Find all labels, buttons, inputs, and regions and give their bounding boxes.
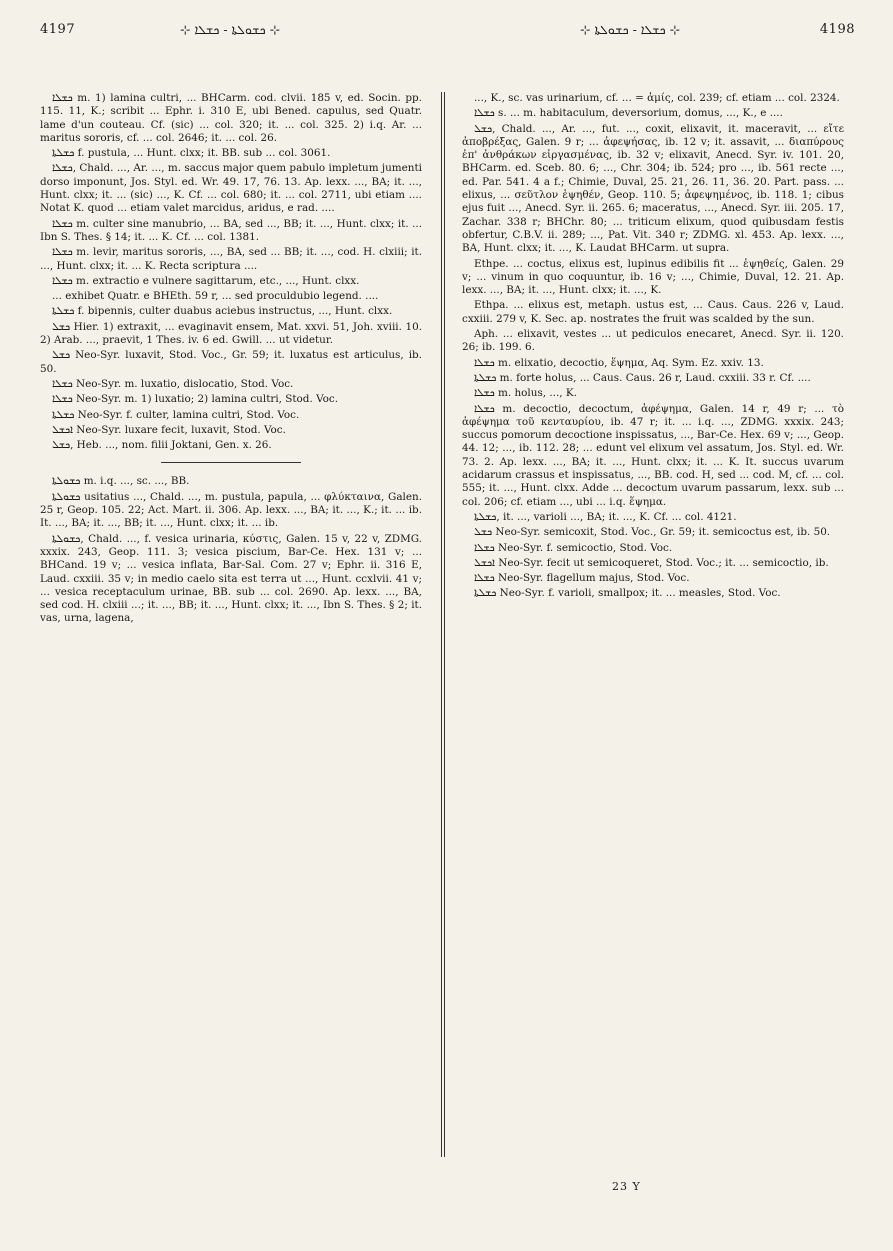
dictionary-entry: ܟܫܠܐ m. elixatio, decoctio, ἕψημα, Aq. Sym. Ez. xxiv. 13. bbox=[474, 356, 764, 369]
dictionary-entry: ܟܫܘܠܬܐ, Chald. ..., f. vesica urinaria, κύστις, Galen. 15 v, 22 v, ZDMG. xxxix. 243, Geop. 111. 3; vesica piscium, Bar-Ce. Hex. 131 v; ... BHCand. 19 v; ... vesica inflata, Bar-Sal. Com. 27 v; Ephr. ii. 316 E, Laud. cxxiii. 35 v; in medio caelo sita est terra ut ..., Hunt. ccxlvii. 41 v; ... vesica receptaculum urinae, BB. sub ... col. 2690. Ap. lexx. ..., BA, sed cod. H. clxiii ...; it. ..., BB; it. ..., Hunt. clxx; it. ..., Ibn S. Thes. § 2; it. vas, urna, lagena, bbox=[40, 532, 422, 625]
dictionary-entry: Ethpa. ... elixus est, metaph. ustus est, ... Caus. Caus. 226 v, Laud. cxxiii. 279 v, K. Sec. ap. nostrates the fruit was scalded by the sun. bbox=[462, 299, 844, 325]
dictionary-entry: ܟܫܠ Neo-Syr. semicoxit, Stod. Voc., Gr. 59; it. semicoctus est, ib. 50. bbox=[474, 526, 831, 539]
dictionary-entry: ܟܫܘܠܬܐ m. i.q. ..., sc. ..., BB. bbox=[52, 475, 190, 488]
dictionary-entry: ܟܫܠܐ, Chald. ..., Ar. ..., m. saccus major quem pabulo impletum jumenti dorso imponunt, Jos. Styl. ed. Wr. 49. 17, 76. 13. Ap. lexx. ..., BA; it. ..., Hunt. clxx; it. ... (sic) ..., K. Cf. ... col. 680; it. ... col. 2711, ubi etiam .... Notat K. quod ... etiam valet marcidus, aridus, e rad. .... bbox=[40, 162, 422, 215]
dictionary-entry: ܟܫܠܬܐ f. pustula, ... Hunt. clxx; it. BB. sub ... col. 3061. bbox=[52, 147, 331, 160]
section-separator bbox=[161, 462, 301, 463]
dictionary-entry: ܟܫܠ Hier. 1) extraxit, ... evaginavit ensem, Mat. xxvi. 51, Joh. xviii. 10. 2) Arab. ..., praevit, 1 Thes. iv. 6 ed. Gwill. ... ut videtur. bbox=[40, 320, 422, 347]
dictionary-entry: Ethpe. ... coctus, elixus est, lupinus edibilis fit ... ἑψηθείς, Galen. 29 v; ... vinum in quo coquuntur, ib. 16 v; ..., Chimie, Duval, 12. 21. Ap. lexx. ..., BA; it. ..., Hunt. clxx; it. ..., K. bbox=[462, 257, 844, 297]
dictionary-entry: ܟܫܠܐ m. 1) lamina cultri, ... BHCarm. cod. clvii. 185 v, ed. Socin. pp. 115. 11, K.; scribit ... Ephr. i. 310 E, ubi Bened. capulus, sed Quatr. lame d'un couteau. Cf. (sic) ... col. 320; it. ... col. 325. 2) i.q. Ar. ... maritus sororis, cf. ... col. 2646; it. ... col. 26. bbox=[40, 92, 422, 144]
dictionary-entry: ܟܫܠܐ m. levir, maritus sororis, ..., BA, sed ... BB; it. ..., cod. H. clxiii; it. ..., Hunt. clxx; it. ... K. Recta scriptura .... bbox=[40, 246, 422, 272]
column-divider-inner bbox=[444, 92, 445, 1157]
dictionary-columns bbox=[40, 92, 855, 1172]
dictionary-entry: ܟܫܠܐ m. extractio e vulnere sagittarum, etc., ..., Hunt. clxx. bbox=[52, 274, 360, 287]
dictionary-entry: ܟܫܠ Neo-Syr. luxavit, Stod. Voc., Gr. 59; it. luxatus est articulus, ib. 50. bbox=[40, 349, 422, 375]
dictionary-entry: ܟܫܠܬܐ f. bipennis, culter duabus aciebus instructus, ..., Hunt. clxx. bbox=[52, 305, 393, 318]
running-head-left: ⊹ ܟܫܘܠܬܐ - ܟܫܠܐ ⊹ bbox=[180, 22, 281, 37]
signature-mark: 23 Y bbox=[612, 1180, 641, 1193]
dictionary-entry: ܟܫܠܬܐ Neo-Syr. f. varioli, smallpox; it. ... measles, Stod. Voc. bbox=[474, 587, 781, 600]
dictionary-entry: ܐܟܫܠ Neo-Syr. fecit ut semicoqueret, Stod. Voc.; it. ... semicoctio, ib. bbox=[474, 556, 829, 569]
dictionary-entry: ܟܫܘܠܬܐ usitatius ..., Chald. ..., m. pustula, papula, ... φλύκταινα, Galen. 25 r, Geop. 105. 22; Act. Mart. ii. 306. Ap. lexx. ..., BA; it. ..., K.; it. ... ib. It. ..., BA; it. ..., BB; it. ..., Hunt. clxx; it. ... ib. bbox=[40, 490, 422, 530]
dictionary-entry: ܟܫܠ, Chald. ..., Ar. ..., fut. ..., coxit, elixavit, it. maceravit, ... εἴτε ἀποβρέξας, Galen. 9 r; ... ἀφεψήσας, ib. 12 v; it. assavit, ... διαπύρους ἐπ' ἀνθράκων εἰργασμένας, ib. 32 v; elixavit, Anecd. Syr. iv. 101. 20, BHCarm. ed. Sceb. 80. 6; ..., Chr. 304; ib. 524; pro ..., ib. 561 recte ..., ed. Par. 541. 4 a f.; Chimie, Duval, 25. 21, 26. 11, 36. 20. Part. pass. ... elixus, ... σεῦτλον ἑψηθέν, Geop. 110. 5; ἀφεψημένος, ib. 118. 1; cibus ejus fuit ..., Anecd. Syr. ii. 265. 6; maceratus, ..., Anecd. Syr. iii. 205. 17, Zachar. 338 r; BHChr. 80; ... triticum elixum, quod quibusdam festis obfertur, C.B.V. ii. 289; ..., Pat. Vit. 340 r; ZDMG. xl. 453. Ap. lexx. ..., BA, Hunt. clxx; it. ..., K. Laudat BHCarm. ut supra. bbox=[462, 122, 844, 255]
dictionary-entry: ܟܫܠܬܐ, it. ..., varioli ..., BA; it. ..., K. Cf. ... col. 4121. bbox=[474, 510, 737, 523]
page-number-left: 4197 bbox=[40, 22, 76, 37]
column-divider bbox=[441, 92, 442, 1157]
dictionary-entry: ܟܫܠܬܐ m. forte holus, ... Caus. Caus. 26 r, Laud. cxxiii. 33 r. Cf. .... bbox=[474, 371, 811, 384]
dictionary-entry: ..., K., sc. vas urinarium, cf. ... = ἀμίς, col. 239; cf. etiam ... col. 2324. bbox=[474, 92, 840, 104]
dictionary-entry: ܟܫܠܐ Neo-Syr. f. semicoctio, Stod. Voc. bbox=[474, 541, 673, 554]
dictionary-entry: ܟܫܠܐ m. holus, ..., K. bbox=[474, 387, 577, 400]
dictionary-entry: ܟܫܠܐ m. decoctio, decoctum, ἀφέψημα, Galen. 14 r, 49 r; ... τὸ ἀφέψημα τοῦ κενταυρίου, ib. 47 r; it. ... i.q. ..., ZDMG. xxxix. 243; succus pomorum decoctione inspissatus, ..., Bar-Ce. Hex. 69 v; ..., Geop. 44. 12; ..., ib. 112. 28; ... edunt vel elixum vel assatum, Jos. Styl. ed. Wr. 73. 2. Ap. lexx. ..., BA; it. ..., Hunt. clxx; it. ... K. It. succus uvarum acidarum crassus et inspissatus, ..., BB. cod. H, sed ... cod. M, cf. ... col. 555; it. ..., Hunt. clxx. Adde ... decoctum uvarum passarum, lexx. sub ... col. 206; cf. etiam ..., ubi ... i.q. ἕψημα. bbox=[462, 402, 844, 508]
dictionary-entry: ܟܫܠܐ s. ... m. habitaculum, deversorium, domus, ..., K., e .... bbox=[474, 107, 783, 120]
dictionary-entry: ܟܫܠܐ Neo-Syr. m. 1) luxatio; 2) lamina cultri, Stod. Voc. bbox=[52, 393, 338, 406]
dictionary-entry: ܐܟܫܠ Neo-Syr. luxare fecit, luxavit, Stod. Voc. bbox=[52, 423, 286, 436]
running-head-right: ⊹ ܟܫܠܐ - ܟܫܘܠܬܐ ⊹ bbox=[580, 22, 681, 37]
dictionary-entry: ... exhibet Quatr. e BHEth. 59 r, ... sed proculdubio legend. .... bbox=[52, 290, 379, 303]
dictionary-entry: ܟܫܠܐ Neo-Syr. flagellum majus, Stod. Voc. bbox=[474, 572, 690, 585]
dictionary-entry: ܟܫܠܐ m. culter sine manubrio, ... BA, sed ..., BB; it. ..., Hunt. clxx; it. ... Ibn S. Thes. § 14; it. ... K. Cf. ... col. 1381. bbox=[40, 217, 422, 243]
left-column bbox=[40, 92, 422, 1172]
dictionary-entry: ܟܫܠܐ Neo-Syr. m. luxatio, dislocatio, Stod. Voc. bbox=[52, 377, 294, 390]
right-column bbox=[462, 92, 844, 1172]
dictionary-entry: Aph. ... elixavit, vestes ... ut pediculos enecaret, Anecd. Syr. ii. 120. 26; ib. 199. 6. bbox=[462, 328, 844, 354]
page-number-right: 4198 bbox=[819, 22, 855, 37]
page-header bbox=[40, 22, 855, 44]
dictionary-entry: ܟܫܠܬܐ Neo-Syr. f. culter, lamina cultri, Stod. Voc. bbox=[52, 408, 300, 421]
dictionary-entry: ܟܫܠ, Heb. ..., nom. filii Joktani, Gen. x. 26. bbox=[52, 439, 272, 452]
